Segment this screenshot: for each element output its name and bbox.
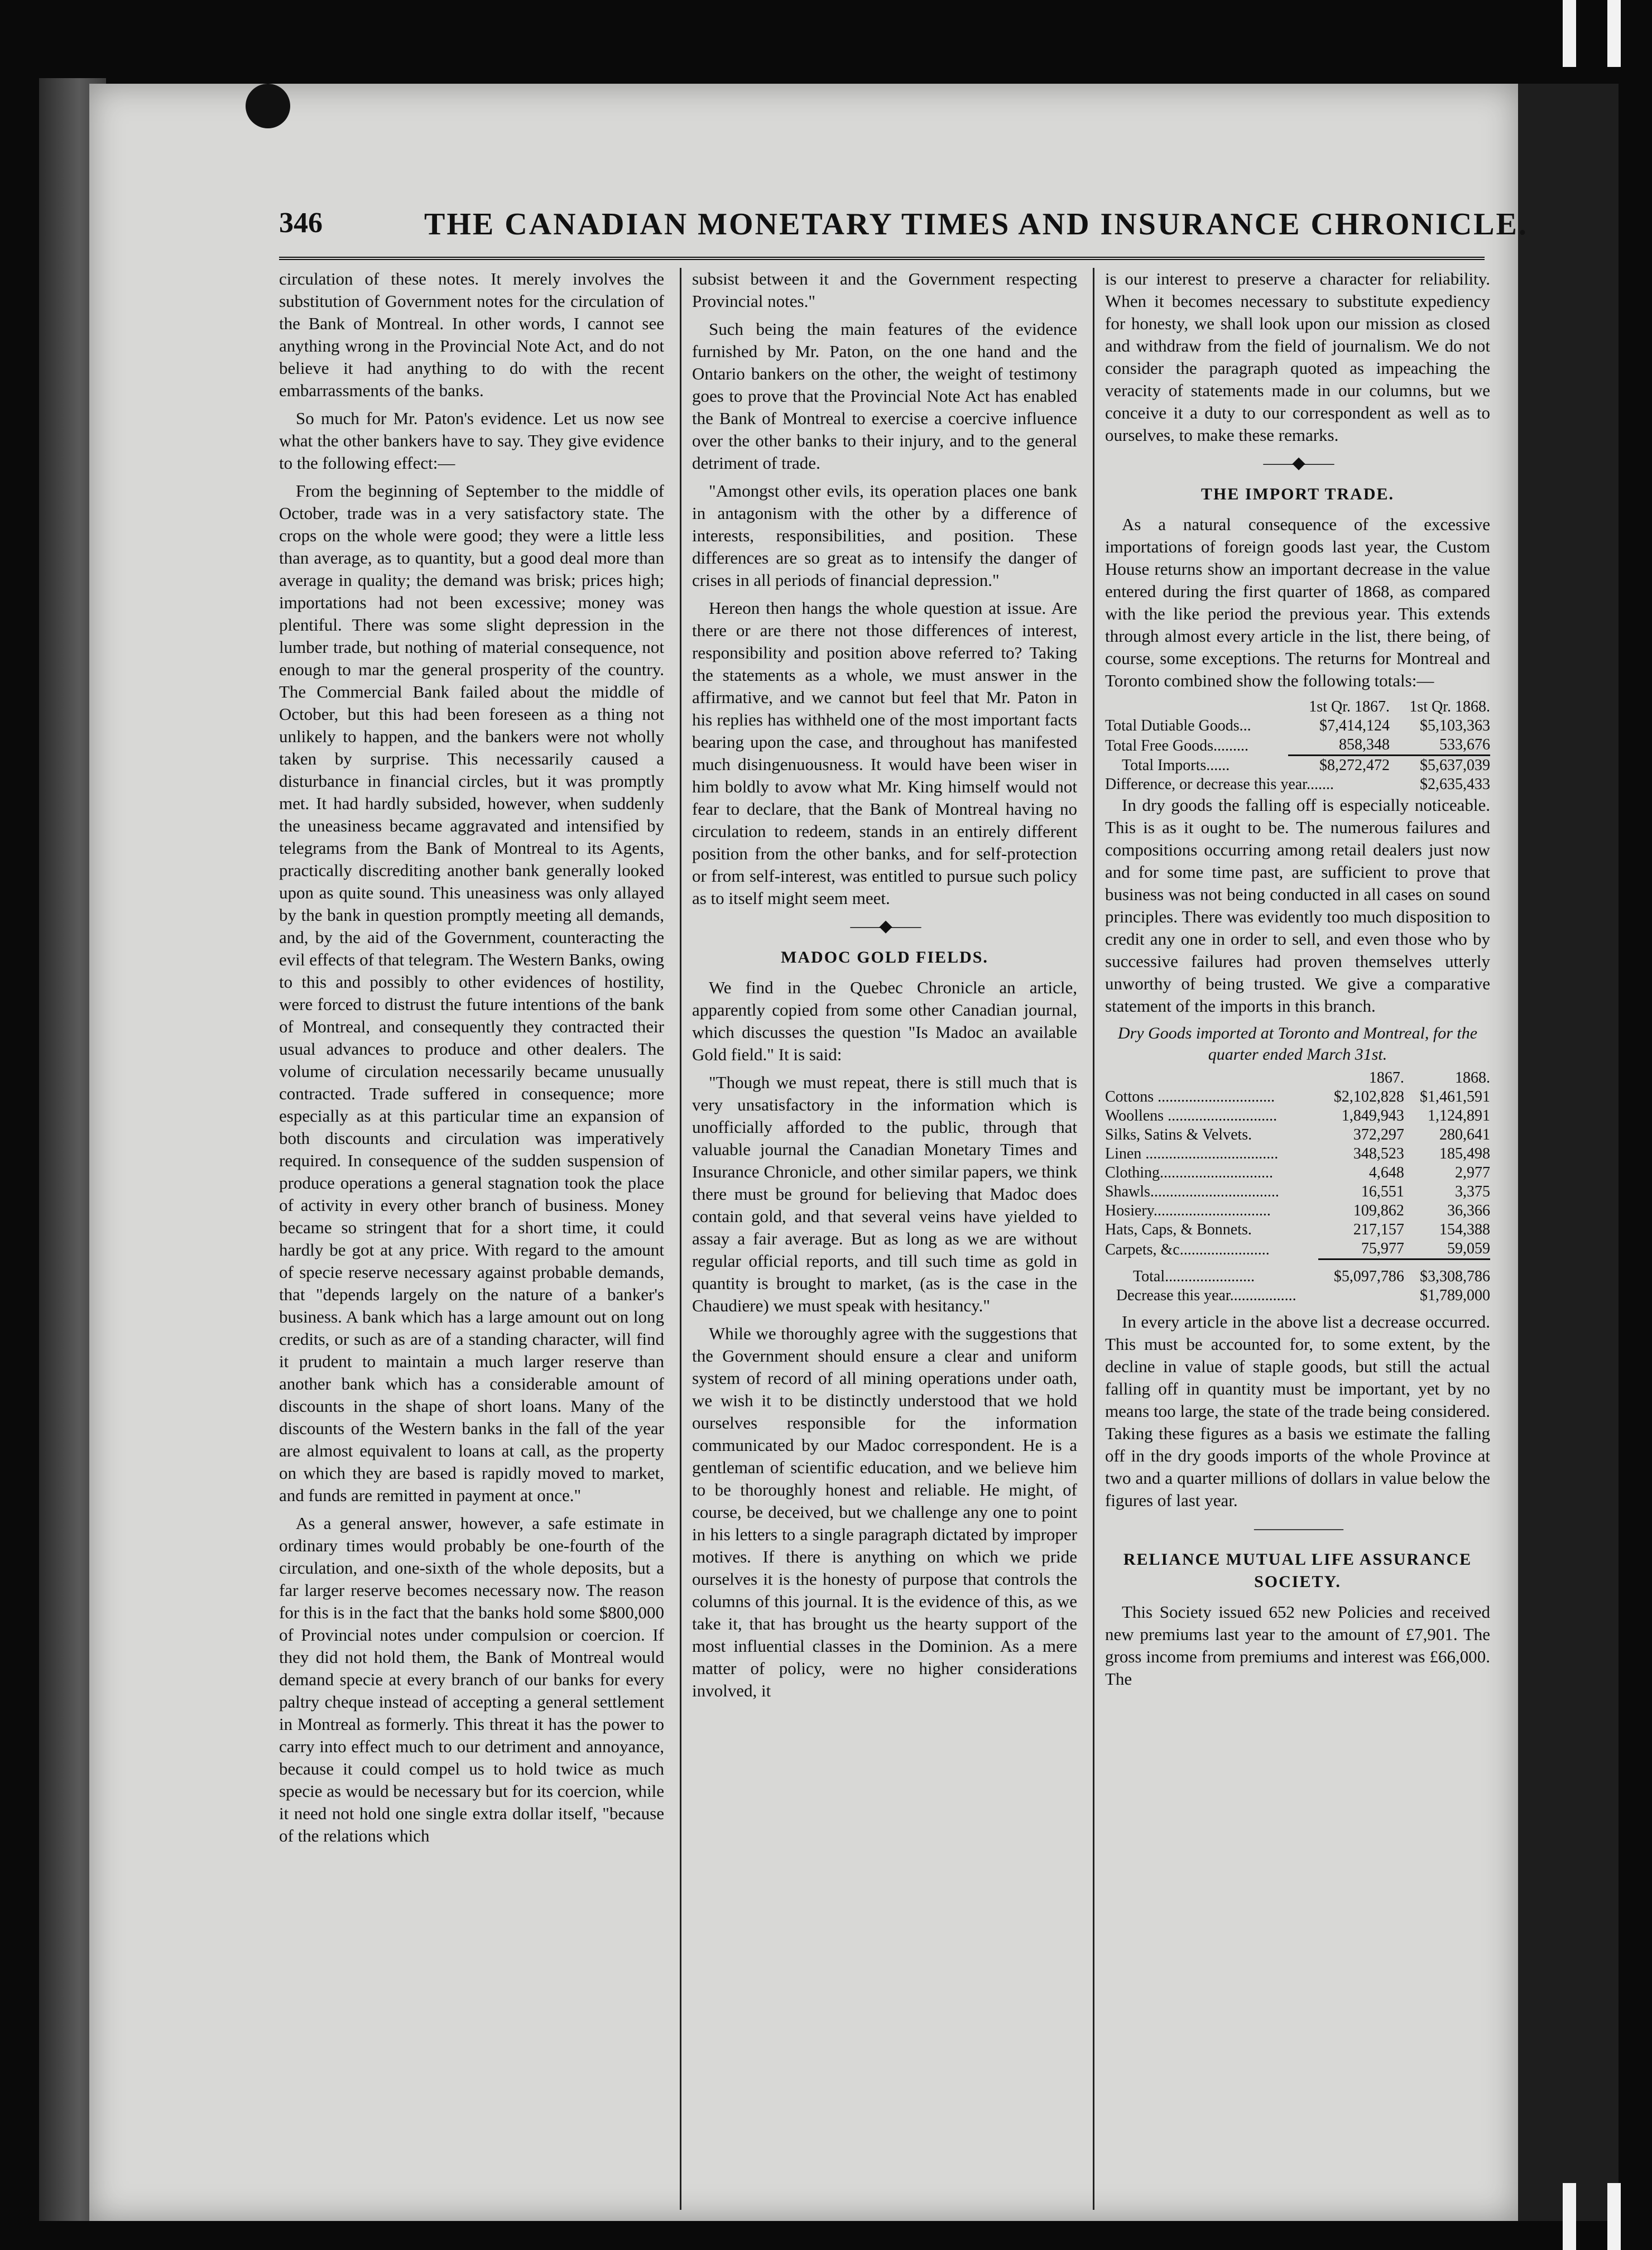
row-value: 1,849,943 — [1341, 1107, 1404, 1124]
totals-table — [1105, 698, 1490, 794]
row-label: Total Dutiable Goods... — [1105, 717, 1251, 734]
reliance-heading: RELIANCE MUTUAL LIFE ASSURANCE SOCIETY. — [1123, 1550, 1472, 1591]
row-value: 59,059 — [1447, 1240, 1490, 1257]
import-closing-paragraph: In every article in the above list a decrease occurred. This must be accounted for, to some extent, by the decline in value of staple goods, but still the actual falling off in quantity must be important, yet by no means too large, the state of the trade being considered. Taking these figures as a basis we estimate the falling off in the dry goods imports of the whole Province at two and a quarter millions of dollars in value below the figures of last year. — [1105, 1311, 1490, 1510]
row-label: Carpets, &c....................... — [1105, 1241, 1270, 1258]
table-row — [1105, 735, 1490, 756]
row-value: 2,977 — [1455, 1164, 1490, 1181]
row-value: $1,789,000 — [1420, 1286, 1490, 1304]
row-value: 1,124,891 — [1428, 1107, 1490, 1124]
col1-paragraph: As a general answer, however, a safe estimate in ordinary times would probably be one-fourth of the circulation, and one-sixth of the whole deposits, but a far larger reserve becomes necessary now. The reason for this is in the fact that the banks hold some $800,000 of Provincial notes under compulsion or coercion. If they did not hold them, the Bank of Montreal would demand specie at every branch of our banks for every paltry cheque instead of accepting a general settlement in Montreal as formerly. This threat it has the power to carry into effect much to our detriment and annoyance, because it could compel us to hold twice as much specie as would be necessary but for its coercion, while it need not hold one single extra dollar itself, "because of the relations which — [279, 1513, 664, 1845]
table-row — [1105, 756, 1490, 776]
table-row — [1105, 1201, 1490, 1220]
table-row — [1105, 1259, 1490, 1286]
row-value: 858,348 — [1338, 736, 1390, 753]
col2-paragraph: Hereon then hangs the whole question at issue. Are there or are there not those differences of interest, responsibility and position above referred to? Taking the statements as a whole, we must answer in the affirmative, and we cannot but feel that Mr. Paton in his replies has withheld one of the most important facts bearing upon the case, and throughout has manifested much disingenuousness. It would have been wiser in him boldly to avow what Mr. King himself would not fear to declare, that the Bank of Montreal having no circulation to redeem, stands in an entirely different position from the other banks, and for self-protection or from self-interest, was entitled to pursue such policy as to itself might seem meet. — [692, 598, 1077, 908]
table-row — [1105, 1239, 1490, 1259]
scan-margin — [1518, 84, 1619, 2221]
scan-marker-top-left — [1563, 0, 1576, 67]
table-row — [1105, 1126, 1490, 1145]
row-value: 217,157 — [1353, 1221, 1404, 1238]
madoc-paragraph: While we thoroughly agree with the suggestions that the Government should ensure a clear and uniform system of record of all mining operations under oath, we wish it to be distinctly understood that we hold ourselves responsible for the information communicated by our Madoc correspondent. He is a gentleman of scientific education, and we believe him to be thoroughly honest and reliable. He might, of course, be deceived, but we challenge any one to point in his letters to a single paragraph dictated by improper motives. If there is anything on which we pride ourselves it is the honesty of purpose that controls the columns of this journal. It is the evidence of this, as we take it, that has brought us the hearty support of the most influential classes in the Dominion. As a mere matter of policy, were no higher considerations involved, it — [692, 1324, 1077, 1700]
row-value: $1,461,591 — [1420, 1088, 1490, 1105]
table-row — [1105, 1286, 1490, 1305]
totals-header: 1st Qr. 1867. — [1309, 698, 1390, 715]
column-rule — [1093, 268, 1094, 2210]
row-value: $8,272,472 — [1288, 756, 1390, 776]
section-divider: ——◆—— — [850, 917, 919, 935]
table-row — [1105, 1182, 1490, 1201]
row-value: 109,862 — [1353, 1202, 1404, 1219]
table-row — [1105, 1107, 1490, 1126]
header-rule — [279, 257, 1485, 260]
row-value: $3,308,786 — [1404, 1259, 1490, 1286]
scan-marker-bottom-right — [1607, 2183, 1621, 2250]
col2-paragraph: subsist between it and the Government respecting Provincial notes." — [692, 269, 1077, 311]
row-label: Total Free Goods......... — [1105, 737, 1249, 754]
row-value: 75,977 — [1361, 1240, 1404, 1257]
col3-paragraph: is our interest to preserve a character for reliability. When it becomes necessary to substitute expediency for honesty, we shall look upon our mission as closed and withdraw from the field of journalism. We do not consider the paragraph quoted as impeaching the veracity of statements made in our columns, but we conceive it a duty to our correspondent as well as to ourselves, to make these remarks. — [1105, 269, 1490, 445]
row-value: $5,637,039 — [1390, 756, 1490, 776]
scan-marker-top-right — [1607, 0, 1621, 67]
madoc-paragraph: We find in the Quebec Chronicle an article, apparently copied from some other Canadian journal, which discusses the question "Is Madoc an available Gold field." It is said: — [692, 978, 1077, 1064]
dry-goods-table — [1105, 1069, 1490, 1305]
column-2 — [692, 268, 1077, 1708]
row-value: $5,103,363 — [1420, 717, 1490, 734]
row-label: Linen .................................. — [1105, 1145, 1279, 1162]
table-row — [1105, 1164, 1490, 1182]
dry-goods-header: 1867. — [1368, 1069, 1404, 1086]
table-row — [1105, 775, 1490, 794]
table-row — [1105, 1145, 1490, 1164]
table-row — [1105, 1088, 1490, 1107]
row-value: $5,097,786 — [1318, 1259, 1404, 1286]
col1-paragraph: From the beginning of September to the middle of October, trade was in a very satisfactory state. The crops on the whole were good; they were a little less than average, as to quantity, but a good deal more than average in quality; the demand was brisk; prices high; importations had not been excessive; money was plentiful. There was some slight depression in the lumber trade, but nothing of material consequence, not enough to mar the general prosperity of the country. The Commercial Bank failed about the middle of October, but this had been foreseen as a thing not unlikely to happen, and the bankers were not wholly taken by surprise. This necessarily caused a disturbance in financial circles, but it was promptly met. It had hardly subsided, however, when suddenly the uneasiness became aggravated and intensified by telegrams from the Bank of Montreal to its Agents, practically discrediting another bank generally looked upon as quite sound. This uneasiness was only allayed by the bank in question promptly meeting all demands, and, by the aid of the Government, counteracting the evil effects of that telegram. The Western Banks, owing to this and possibly to other evidences of hostility, were forced to distrust the future intentions of the bank of Montreal, and consequently they contracted their usual advances to produce and other dealers. The volume of circulation necessarily became unusually contracted. Trade suffered in consequence; more especially as at this particular time an expansion of both discounts and circulation was imperatively required. In consequence of the sudden suspension of produce operations a general stagnation took the place of activity in every other branch of business. Money became so stringent that for a short time, it could hardly be got at any price. With regard to the amount of specie reserve necessary against probable demands, that "depends largely on the nature of a banker's business. A bank which has a large amount out on long credits, or such as are of a standing character, will find it prudent to maintain a much larger reserve than another bank which has a considerable amount of discounts in the shape of short loans. Many of the discounts of the Western banks in the fall of the year are almost equivalent to loans at call, as the property on which they are based is rapidly moved to market, and funds are remitted in payment at once." — [279, 481, 664, 1505]
row-label: Total....................... — [1133, 1267, 1255, 1285]
table-row — [1105, 1220, 1490, 1239]
column-rule — [680, 268, 681, 2210]
page-header — [279, 206, 1528, 251]
row-value: 185,498 — [1439, 1145, 1490, 1162]
row-label: Hosiery.............................. — [1105, 1202, 1271, 1219]
madoc-heading: MADOC GOLD FIELDS. — [781, 948, 988, 967]
row-value: 154,388 — [1439, 1221, 1490, 1238]
row-value: 4,648 — [1368, 1164, 1404, 1181]
page-title: THE CANADIAN MONETARY TIMES AND INSURANCE CHRONICLE. — [424, 207, 1528, 242]
col2-paragraph: "Amongst other evils, its operation places one bank in antagonism with the other by a difference of interests, responsibilities, and position. These differences are so great as to intensify the danger of crises in all periods of financial depression." — [692, 481, 1077, 590]
dry-goods-caption: Dry Goods imported at Toronto and Montreal, for the quarter ended March 31st. — [1117, 1024, 1478, 1064]
row-label: Decrease this year................. — [1116, 1286, 1296, 1304]
scan-marker-bottom-left — [1563, 2183, 1576, 2250]
col2-paragraph: Such being the main features of the evidence furnished by Mr. Paton, on the one hand and the Ontario bankers on the other, the weight of testimony goes to prove that the Provincial Note Act has enabled the Bank of Montreal to exercise a coercive influence over the other banks to their injury, and to the general detriment of trade. — [692, 319, 1077, 473]
page-number: 346 — [279, 207, 323, 239]
row-label: Clothing............................. — [1105, 1164, 1274, 1181]
row-value: 533,676 — [1439, 736, 1490, 753]
row-value: 280,641 — [1439, 1126, 1490, 1143]
column-1 — [279, 268, 664, 1853]
row-label: Shawls................................. — [1105, 1183, 1279, 1200]
col1-paragraph: So much for Mr. Paton's evidence. Let us now see what the other bankers have to say. They give evidence to the following effect:— — [279, 408, 664, 473]
table-row — [1105, 717, 1490, 735]
dry-goods-header: 1868. — [1455, 1069, 1490, 1086]
row-label: Total Imports...... — [1122, 757, 1230, 774]
import-trade-heading: THE IMPORT TRADE. — [1200, 485, 1395, 503]
binding-hole — [246, 84, 290, 128]
row-value: 16,551 — [1361, 1183, 1404, 1200]
row-value: 348,523 — [1353, 1145, 1404, 1162]
row-label: Silks, Satins & Velvets. — [1105, 1126, 1252, 1143]
reliance-paragraph: This Society issued 652 new Policies and received new premiums last year to the amount of £7,901. The gross income from premiums and interest was £66,000. The — [1105, 1602, 1490, 1689]
section-divider: ——◆—— — [1263, 454, 1332, 472]
row-label: Cottons .............................. — [1105, 1088, 1275, 1105]
column-3 — [1105, 268, 1490, 1696]
import-trade-intro: As a natural consequence of the excessive importations of foreign goods last year, the Custom House returns show an important decrease in the value entered during the first quarter of 1868, as compared with the like period the previous year. This extends through almost every article in the list, there being, of course, some exceptions. The returns for Montreal and Toronto combined show the following totals:— — [1105, 515, 1490, 690]
row-value: 372,297 — [1353, 1126, 1404, 1143]
section-divider: —————— — [1254, 1518, 1341, 1537]
row-value: 36,366 — [1447, 1202, 1490, 1219]
row-value: $7,414,124 — [1319, 717, 1390, 734]
row-value: $2,635,433 — [1420, 776, 1490, 793]
row-value: 3,375 — [1455, 1183, 1490, 1200]
row-value: $2,102,828 — [1333, 1088, 1404, 1105]
row-label: Hats, Caps, & Bonnets. — [1105, 1221, 1252, 1238]
dry-goods-paragraph: In dry goods the falling off is especially noticeable. This is as it ought to be. The numerous failures and compositions occurring among retail dealers just now and for some time past, are sufficient to prove that business was not being conducted in all cases on sound principles. There was evidently too much disposition to credit any one in order to sell, and even those who by successive failures had proven themselves utterly unworthy of being trusted. We give a comparative statement of the imports in this branch. — [1105, 795, 1490, 1016]
col1-paragraph: circulation of these notes. It merely involves the substitution of Government notes for the circulation of the Bank of Montreal. In other words, I cannot see anything wrong in the Provincial Note Act, and do not believe it had anything to do with the recent embarrassments of the banks. — [279, 269, 664, 400]
row-label: Difference, or decrease this year....... — [1105, 776, 1334, 793]
row-label: Woollens ............................ — [1105, 1107, 1278, 1124]
totals-header: 1st Qr. 1868. — [1409, 698, 1490, 715]
madoc-paragraph: "Though we must repeat, there is still much that is very unsatisfactory in the information which is unofficially afforded to the public, through that valuable journal the Canadian Monetary Times and Insurance Chronicle, and other similar papers, we think there must be ground for believing that Madoc does contain gold, and that several veins have yielded to assay a fair average. But as long as we are without regular official reports, and till such time as gold in quantity is brought to market, (as is the case in the Chaudiere) we must speak with hesitancy." — [692, 1073, 1077, 1315]
